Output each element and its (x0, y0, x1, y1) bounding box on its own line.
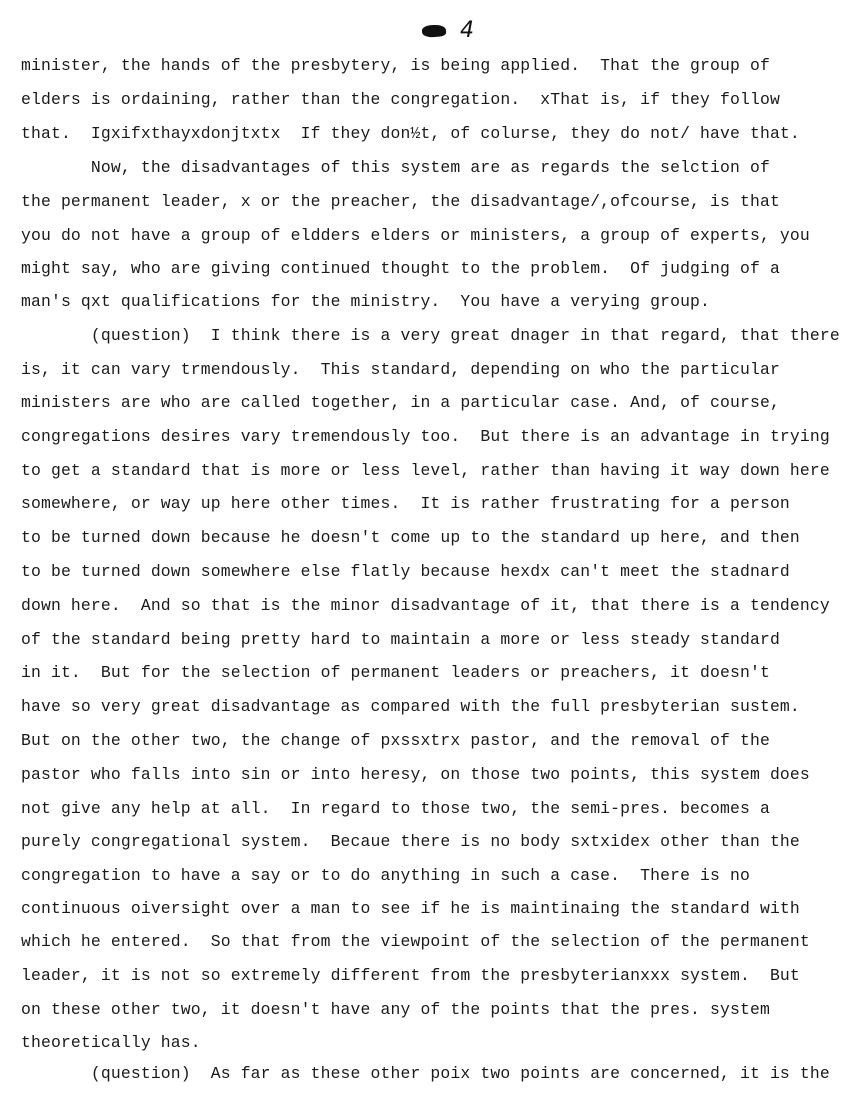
text-line: ministers are who are called together, in a particular case. And, of course, (21, 393, 780, 412)
text-line: congregations desires vary tremendously too. But there is an advantage in trying (21, 427, 830, 446)
text-line: is, it can vary trmendously. This standard, depending on who the particular (21, 360, 780, 379)
text-line: pastor who falls into sin or into heresy, on those two points, this system does (21, 765, 810, 784)
text-line: you do not have a group of eldders elders or ministers, a group of experts, you (21, 226, 810, 245)
page-number (422, 18, 474, 43)
text-line: continuous oiversight over a man to see if he is maintinaing the standard with (21, 899, 800, 918)
text-line: minister, the hands of the presbytery, is being applied. That the group of (21, 56, 770, 75)
text-line: to be turned down somewhere else flatly because hexdx can't meet the stadnard (21, 562, 790, 581)
text-line: to be turned down because he doesn't come up to the standard up here, and then (21, 528, 800, 547)
text-line: on these other two, it doesn't have any of the points that the pres. system (21, 1000, 770, 1019)
text-line: congregation to have a say or to do anything in such a case. There is no (21, 866, 750, 885)
text-line: that. Igxifxthayxdonjtxtx If they don½t, of colurse, they do not/ have that. (21, 124, 800, 143)
text-line: have so very great disadvantage as compared with the full presbyterian sustem. (21, 697, 800, 716)
text-line: in it. But for the selection of permanent leaders or preachers, it doesn't (21, 663, 770, 682)
text-line: theoretically has. (21, 1033, 201, 1052)
text-line: to get a standard that is more or less level, rather than having it way down here (21, 461, 830, 480)
crossed-out-mark (422, 24, 447, 38)
text-line: purely congregational system. Becaue there is no body sxtxidex other than the (21, 832, 800, 851)
text-line: down here. And so that is the minor disadvantage of it, that there is a tendency (21, 596, 830, 615)
text-line: (question) I think there is a very great dnager in that regard, that there (21, 326, 840, 345)
text-line: man's qxt qualifications for the ministry. You have a verying group. (21, 292, 711, 311)
text-line: of the standard being pretty hard to maintain a more or less steady standard (21, 630, 780, 649)
text-line: the permanent leader, x or the preacher, the disadvantage/,ofcourse, is that (21, 192, 780, 211)
text-line: might say, who are giving continued thought to the problem. Of judging of a (21, 259, 780, 278)
text-line: not give any help at all. In regard to those two, the semi-pres. becomes a (21, 799, 770, 818)
text-line: elders is ordaining, rather than the congregation. xThat is, if they follow (21, 90, 780, 109)
text-line: leader, it is not so extremely different from the presbyterianxxx system. But (21, 966, 800, 985)
text-line: (question) As far as these other poix two points are concerned, it is the (21, 1064, 830, 1083)
page-number-text: 4 (460, 18, 474, 43)
text-line: Now, the disadvantages of this system are as regards the selction of (21, 158, 770, 177)
text-line: But on the other two, the change of pxssxtrx pastor, and the removal of the (21, 731, 770, 750)
text-line: somewhere, or way up here other times. It is rather frustrating for a person (21, 494, 790, 513)
text-line: which he entered. So that from the viewpoint of the selection of the permanent (21, 932, 810, 951)
